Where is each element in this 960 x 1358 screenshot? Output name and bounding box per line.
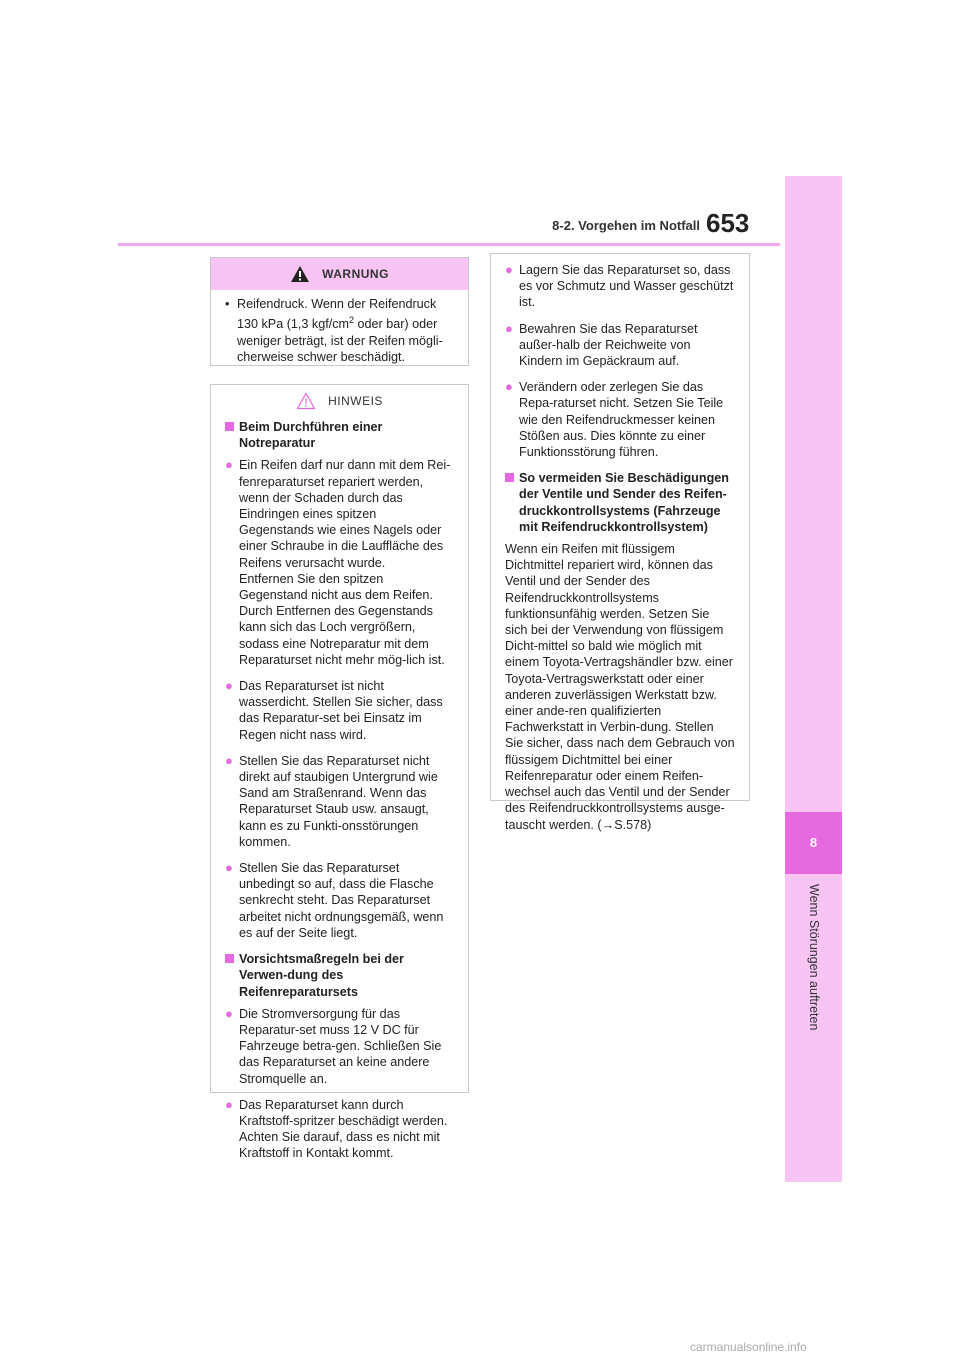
warning-line-2: 130 kPa (1,3 kgf/cm — [237, 317, 349, 332]
section-heading: Beim Durchführen einer Notreparatur — [225, 419, 454, 451]
warning-line-2-rest: oder bar) oder weniger beträgt, ist der Reifen mögli-cherweise schwer beschädigt. — [237, 317, 443, 364]
notice-item: ● Bewahren Sie das Reparaturset außer-halb der Reichweite von Kindern im Gepäckraum auf. — [505, 320, 698, 369]
chapter-number-tab: 8 — [785, 812, 842, 874]
chapter-sidebar — [785, 176, 842, 1182]
notice-item: ● Stellen Sie das Reparaturset unbedingt so auf, dass die Flasche senkrecht steht. Das Reparaturset arbeitet nicht ordnungsgemäß, wenn es auf der Seite liegt. — [225, 860, 444, 940]
superscript: 2 — [349, 315, 355, 326]
notice-box-right — [490, 253, 750, 832]
page-number: 653 — [706, 208, 750, 238]
watermark: carmanualsonline.info — [690, 1340, 807, 1354]
notice-item: ● Ein Reifen darf nur dann mit dem Rei-fenreparaturset repariert werden, wenn der Schaden durch das Eindringen eines spitzen Gegenstands wie eines Nagels oder einer Schraube in die Lauffläche des Reifens verursacht wurde. — [225, 457, 451, 570]
warning-triangle-icon — [290, 265, 310, 283]
section-title: 8-2. Vorgehen im Notfall — [552, 218, 700, 233]
notice-item: ● Das Reparaturset kann durch Kraftstoff-spritzer beschädigt werden. Achten Sie darauf, dass es nicht mit Kraftstoff in Kontakt kommt. — [225, 1096, 448, 1161]
notice-box-left — [210, 384, 469, 1161]
header-rule — [118, 243, 780, 246]
section-heading: So vermeiden Sie Beschädigungen der Ventile und Sender des Reifen-druckkontrollsystems (Fahrzeuge mit Reifendruckkontrollsystem) — [505, 470, 735, 535]
warning-header — [211, 258, 468, 290]
chapter-label: Wenn Störungen auftreten — [807, 884, 821, 1031]
notice-header — [211, 385, 468, 417]
notice-item: ● Verändern oder zerlegen Sie das Repa-raturset nicht. Setzen Sie Teile wie den Reifendruckmesser keinen Stößen aus. Dies könnte zu einer Funktionsstörung führen. — [505, 379, 724, 460]
warning-box — [210, 257, 469, 366]
warning-title: WARNUNG — [322, 267, 389, 281]
notice-item: ● Lagern Sie das Reparaturset so, dass es vor Schmutz und Wasser geschützt ist. — [505, 262, 734, 310]
notice-item-continuation: Entfernen Sie den spitzen Gegenstand nicht aus dem Reifen. Durch Entfernen des Gegenstands kann sich das Loch vergrößern, sodass eine Notreparatur mit dem Reparaturset nicht mehr mög-lich ist. — [239, 571, 445, 667]
notice-item: ● Das Reparaturset ist nicht wasserdicht. Stellen Sie sicher, dass das Reparatur-set bei Einsatz im Regen nicht nass wird. — [225, 678, 443, 742]
notice-triangle-icon — [296, 392, 316, 410]
warning-line-1: Reifendruck. Wenn der Reifendruck — [237, 297, 437, 311]
warning-item: • Reifendruck. Wenn der Reifendruck 130 kPa (1,3 kgf/$cm^2$ oder bar) oder weniger beträgt, ist der Reifen mögli-cherweise schwer beschädigt. — [225, 297, 443, 364]
notice-paragraph: Wenn ein Reifen mit flüssigem Dichtmittel repariert wird, können das Ventil und der Sender des Reifendruckkontrollsystems funktionsunfähig werden. Setzen Sie sich bei der Verwendung von flüssigem Dicht-mittel so bald wie möglich mit einem Toyota-Vertragshändler bzw. einer Toyota-Vertragswerkstatt oder einer anderen zuverlässigen Werkstatt bzw. einer ande-ren qualifizierten Fachwerkstatt in Verbin-dung. Stellen Sie sicher, dass nach dem Gebrauch von flüssigem Dichtmittel bei einer Reifenreparatur oder einem Reifen-wechsel auch das Ventil und der Sender des Reifendruckkontrollsystems ausge-tauscht werden. (→S.578) — [505, 542, 735, 832]
notice-item: ● Stellen Sie das Reparaturset nicht direkt auf staubigen Untergrund wie Sand am Straßenrand. Wenn das Reparaturset Staub usw. ansaugt, kann es zu Funkti-onsstörungen kommen. — [225, 752, 438, 849]
notice-title: HINWEIS — [328, 394, 383, 408]
section-heading: Vorsichtsmaßregeln bei der Verwen-dung des Reifenreparatursets — [225, 951, 454, 1000]
notice-item: ● Die Stromversorgung für das Reparatur-set muss 12 V DC für Fahrzeuge betra-gen. Schließen Sie das Reparaturset an keine andere Stromquelle an. — [225, 1005, 442, 1086]
